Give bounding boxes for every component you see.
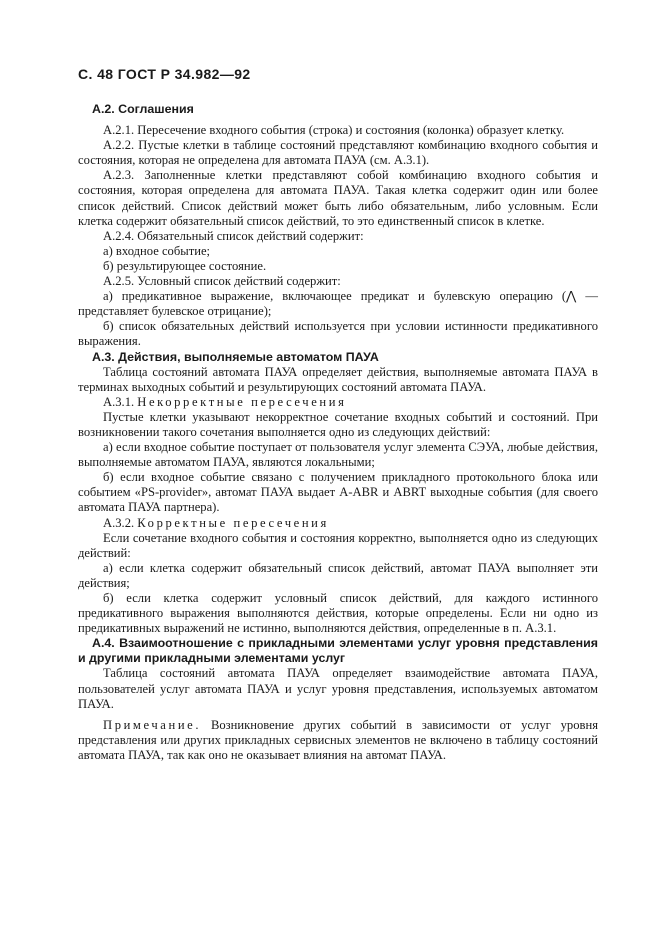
subsection-a3-2-title bbox=[78, 516, 598, 531]
paragraph-a2-2: А.2.2. Пустые клетки в таблице состояний представляют комбинацию входного события и состояния, которая не определена для автомата ПАУА (см. А.3.1). bbox=[78, 138, 598, 168]
section-a3-heading: А.3. Действия, выполняемые автоматом ПАУА bbox=[92, 349, 379, 364]
subsection-a3-2-name: Корректные пересечения bbox=[137, 515, 329, 530]
list-item-a2-4a: а) входное событие; bbox=[103, 243, 211, 258]
subsection-a3-1-label: А.3.1. bbox=[103, 394, 135, 409]
paragraph-a3: Таблица состояний автомата ПАУА определяет действия, выполняемые автомата ПАУА в терминах выходных событий и результирующих состояний автомата ПАУА. bbox=[78, 364, 598, 394]
paragraph-a3-1: Пустые клетки указывают некорректное сочетание входных событий и состояний. При возникновении такого сочетания выполняется одно из следующих действий: bbox=[78, 409, 598, 439]
paragraph-a2-4: А.2.4. Обязательный список действий содержит: bbox=[103, 228, 364, 243]
list-item-a3-2a: а) если клетка содержит обязательный список действий, автомат ПАУА выполняет эти действия; bbox=[78, 560, 598, 590]
section-a4-heading: А.4. Взаимоотношение с прикладными элементами услуг уровня представления и другими прикладными элементами услуг bbox=[78, 636, 598, 666]
list-item-a3-1b: б) если входное событие связано с получением прикладного протокольного блока или событием «PS-provider», автомат ПАУА выдает A-ABR и ABRT выходные события (для своего автомата ПАУА партнера). bbox=[78, 470, 598, 515]
subsection-a3-1-name: Некорректные пересечения bbox=[137, 394, 347, 409]
list-item-a2-5a: а) предикативное выражение, включающее предикат и булевскую операцию (⋀ — представляет булевское отрицание); bbox=[78, 289, 598, 319]
note-label: Примечание. bbox=[103, 717, 202, 732]
paragraph-a2-3: А.2.3. Заполненные клетки представляют собой комбинацию входного события и состояния, которая определена для автомата ПАУА. Такая клетка содержит один или более список действий. Список действий может быть либо обязательным, либо условным. Если клетка содержит обязательный список действий, то это единственный список в клетке. bbox=[78, 168, 598, 228]
list-item-a2-5b: б) список обязательных действий используется при условии истинности предикативного выражения. bbox=[78, 319, 598, 349]
paragraph-a3-2: Если сочетание входного события и состояния корректно, выполняется одно из следующих действий: bbox=[78, 530, 598, 560]
section-a2-heading: А.2. Соглашения bbox=[92, 102, 194, 116]
page-header: С. 48 ГОСТ Р 34.982—92 bbox=[78, 66, 251, 82]
note-text: Возникновение других событий в зависимости от услуг уровня представления или других прикладных сервисных элементов не включено в таблицу состояний автомата ПАУА, так как оно не оказывает влияния на автомат ПАУА. bbox=[78, 717, 598, 762]
paragraph-a4: Таблица состояний автомата ПАУА определяет взаимодействие автомата ПАУА, пользователей услуг автомата ПАУА и услуг уровня представления, используемых автоматом ПАУА. bbox=[78, 666, 598, 711]
subsection-a3-2-label: А.3.2. bbox=[103, 515, 135, 530]
note-paragraph bbox=[78, 718, 598, 763]
paragraph-a2-1: А.2.1. Пересечение входного события (строка) и состояния (колонка) образует клетку. bbox=[103, 123, 565, 138]
document-body bbox=[78, 102, 598, 763]
paragraph-a2-5: А.2.5. Условный список действий содержит: bbox=[103, 274, 341, 289]
list-item-a3-2b: б) если клетка содержит условный список действий, для каждого истинного предикативного выражения выполняются действия, которые определены. Если ни одно из предикативных выражений не истинно, выполняются действия, определенные в п. А.3.1. bbox=[78, 591, 598, 636]
subsection-a3-1-title bbox=[78, 395, 598, 410]
list-item-a2-4b: б) результирующее состояние. bbox=[103, 258, 267, 273]
list-item-a3-1a: а) если входное событие поступает от пользователя услуг элемента СЭУА, любые действия, выполняемые автоматом ПАУА, являются локальными; bbox=[78, 440, 598, 470]
